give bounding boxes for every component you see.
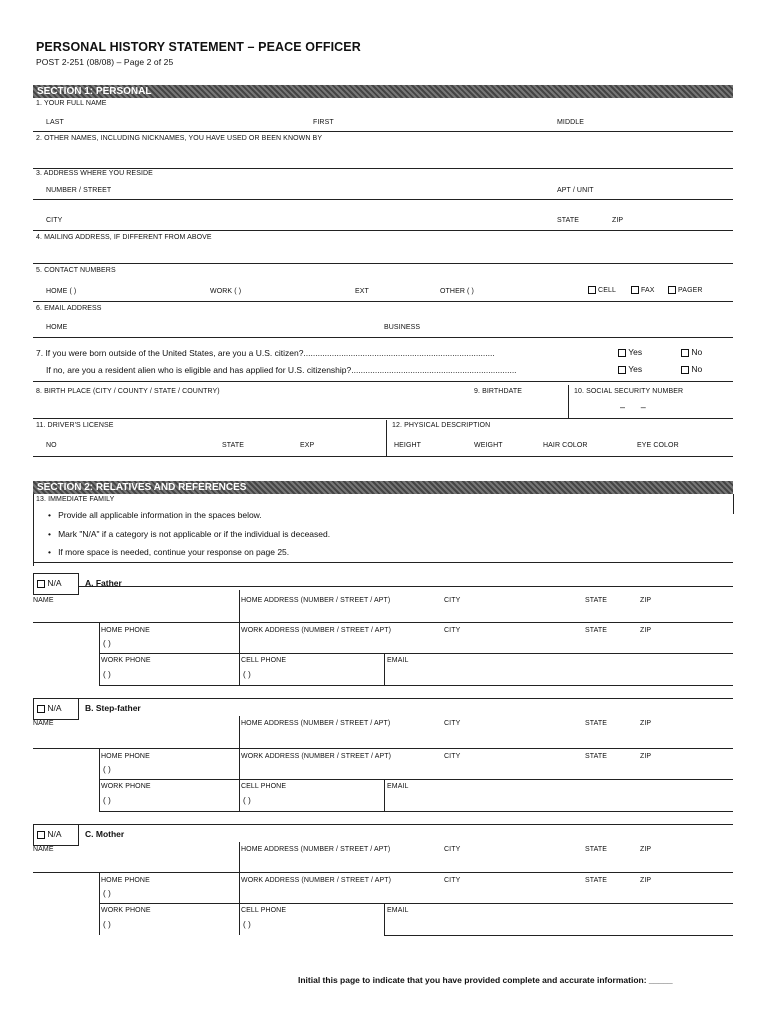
field-5-label: 5. CONTACT NUMBERS: [36, 267, 116, 274]
home-address-label-mother: HOME ADDRESS (NUMBER / STREET / APT): [241, 846, 391, 853]
email-line[interactable]: [33, 337, 733, 338]
license-exp-label: EXP: [300, 442, 315, 449]
state-label: STATE: [557, 217, 580, 224]
residence-city-line[interactable]: [33, 230, 733, 231]
work-phone-label-mother: WORK PHONE: [101, 907, 151, 914]
home-email-label: HOME: [46, 324, 68, 331]
pager-checkbox[interactable]: [668, 286, 676, 294]
block-mother-bottom-line: [384, 935, 733, 936]
yes-7a-label: Yes: [628, 347, 643, 357]
block-father-bottom-line: [99, 685, 733, 686]
no-7b-label: No: [691, 364, 703, 374]
cell-checkbox[interactable]: [588, 286, 596, 294]
bullet-2: • Mark "N/A" if a category is not applicable or if the individual is deceased.: [48, 529, 331, 539]
col-divider-c1-mother: [99, 873, 100, 935]
home-phone-paren-mother[interactable]: ( ): [103, 889, 111, 898]
other-phone-label: OTHER ( ): [440, 288, 474, 295]
field-10-label: 10. SOCIAL SECURITY NUMBER: [574, 388, 684, 395]
first-label: FIRST: [313, 119, 334, 126]
na-checkbox-mother[interactable]: [37, 831, 45, 839]
no-7a[interactable]: [681, 347, 702, 357]
section-2-right-border: [733, 494, 734, 514]
home-phone-label-mother: HOME PHONE: [101, 877, 150, 884]
other-names-line[interactable]: [33, 168, 733, 169]
work-city-label-mother: CITY: [444, 877, 461, 884]
relative-heading-stepfather: B. Step-father: [85, 703, 141, 713]
na-option-father[interactable]: [37, 578, 62, 588]
yes-7a-checkbox[interactable]: [618, 349, 626, 357]
state-label-father: STATE: [585, 597, 608, 604]
work-address-label-stepfather: WORK ADDRESS (NUMBER / STREET / APT): [241, 753, 392, 760]
state-label-stepfather: STATE: [585, 720, 608, 727]
city-label: CITY: [46, 217, 63, 224]
cell-phone-label-mother: CELL PHONE: [241, 907, 287, 914]
q7-line: [33, 381, 733, 382]
na-checkbox-stepfather[interactable]: [37, 705, 45, 713]
last-label: LAST: [46, 119, 64, 126]
field-3-label: 3. ADDRESS WHERE YOU RESIDE: [36, 170, 153, 177]
license-no-label: NO: [46, 442, 57, 449]
col-divider-a3-father: [384, 654, 385, 685]
pager-label: PAGER: [678, 286, 703, 294]
field-4-label: 4. MAILING ADDRESS, IF DIFFERENT FROM ABOVE: [36, 234, 212, 241]
col-divider-c3-mother: [384, 904, 385, 935]
field-6-label: 6. EMAIL ADDRESS: [36, 305, 102, 312]
section-2-bar: SECTION 2: RELATIVES AND REFERENCES: [33, 481, 733, 494]
na-checkbox-father[interactable]: [37, 580, 45, 588]
no-7b-checkbox[interactable]: [681, 366, 689, 374]
block-stepfather-top-line: [79, 698, 733, 699]
home-address-label-stepfather: HOME ADDRESS (NUMBER / STREET / APT): [241, 720, 391, 727]
pager-option[interactable]: [668, 286, 703, 294]
na-option-stepfather[interactable]: [37, 703, 62, 713]
hair-color-label: HAIR COLOR: [543, 442, 588, 449]
field-9-label: 9. BIRTHDATE: [474, 388, 523, 395]
na-label-mother: N/A: [47, 829, 62, 839]
col-divider-b2-stepfather: [239, 716, 240, 811]
work-state-label-stepfather: STATE: [585, 753, 608, 760]
yes-7b-label: Yes: [628, 364, 643, 374]
initial-statement[interactable]: Initial this page to indicate that you have provided complete and accurate information: _____: [298, 975, 673, 985]
email-label-stepfather: EMAIL: [387, 783, 409, 790]
col-divider-b3-stepfather: [384, 780, 385, 811]
work-phone-label-father: WORK PHONE: [101, 657, 151, 664]
page-title: [36, 40, 361, 54]
bullet-3: • If more space is needed, continue your response on page 25.: [48, 547, 290, 557]
cell-option[interactable]: [588, 286, 616, 294]
bullet-2-text: Mark "N/A" if a category is not applicable or if the individual is deceased.: [58, 529, 331, 539]
phone-line-mother[interactable]: [99, 903, 733, 904]
middle-label: MIDDLE: [557, 119, 585, 126]
block-stepfather-bottom-line: [99, 811, 733, 812]
question-7a: 7. If you were born outside of the United States, are you a U.S. citizen?.................................................................................: [36, 348, 495, 358]
home-phone-paren-stepfather[interactable]: ( ): [103, 765, 111, 774]
na-label-stepfather: N/A: [47, 703, 62, 713]
bullet-1-text: Provide all applicable information in the spaces below.: [58, 510, 262, 520]
field-8-label: 8. BIRTH PLACE (CITY / COUNTY / STATE / COUNTRY): [36, 388, 220, 395]
work-zip-label-mother: ZIP: [640, 877, 652, 884]
city-label-stepfather: CITY: [444, 720, 461, 727]
relative-heading-mother: C. Mother: [85, 829, 125, 839]
mailing-address-line[interactable]: [33, 263, 733, 264]
home-phone-label: HOME ( ): [46, 288, 77, 295]
cell-phone-label-stepfather: CELL PHONE: [241, 783, 287, 790]
relative-heading-father: A. Father: [85, 578, 122, 588]
work-address-label-father: WORK ADDRESS (NUMBER / STREET / APT): [241, 627, 392, 634]
name-label-father: NAME: [33, 597, 54, 604]
yes-7a[interactable]: [618, 347, 642, 357]
field-1-label: 1. YOUR FULL NAME: [36, 100, 107, 107]
section-1-bar: SECTION 1: PERSONAL: [33, 85, 733, 98]
name-line-father[interactable]: [33, 622, 733, 623]
work-phone-paren-stepfather[interactable]: ( ): [103, 796, 111, 805]
bullet-3-text: If more space is needed, continue your response on page 25.: [58, 547, 290, 557]
home-phone-paren-father[interactable]: ( ): [103, 639, 111, 648]
work-address-label-mother: WORK ADDRESS (NUMBER / STREET / APT): [241, 877, 392, 884]
ext-label: EXT: [355, 288, 369, 295]
na-option-mother[interactable]: [37, 829, 62, 839]
no-7a-checkbox[interactable]: [681, 349, 689, 357]
height-label: HEIGHT: [394, 442, 422, 449]
work-city-label-stepfather: CITY: [444, 753, 461, 760]
yes-7b-checkbox[interactable]: [618, 366, 626, 374]
work-phone-paren-father[interactable]: ( ): [103, 670, 111, 679]
license-line[interactable]: [33, 456, 733, 457]
fax-checkbox[interactable]: [631, 286, 639, 294]
divider-12: [386, 420, 387, 456]
question-7b: If no, are you a resident alien who is eligible and has applied for U.S. citizenship?......................................................................: [46, 365, 517, 375]
fax-label: FAX: [641, 286, 655, 294]
phone-line-father[interactable]: [99, 653, 733, 654]
ssn-dashes: – –: [620, 402, 646, 412]
work-phone-label-stepfather: WORK PHONE: [101, 783, 151, 790]
zip-label-mother: ZIP: [640, 846, 652, 853]
title-part-a: PERSONAL HISTORY STATEMENT –: [36, 40, 259, 54]
state-label-mother: STATE: [585, 846, 608, 853]
email-label-father: EMAIL: [387, 657, 409, 664]
zip-label: ZIP: [612, 217, 624, 224]
name-line-stepfather[interactable]: [33, 748, 733, 749]
col-divider-a2-father: [239, 590, 240, 685]
home-address-label-father: HOME ADDRESS (NUMBER / STREET / APT): [241, 597, 391, 604]
work-state-label-mother: STATE: [585, 877, 608, 884]
block-father-top-line: [79, 586, 733, 587]
bullets-bottom-line: [33, 562, 733, 563]
email-label-mother: EMAIL: [387, 907, 409, 914]
cell-phone-paren-father[interactable]: ( ): [243, 670, 251, 679]
residence-street-line[interactable]: [33, 199, 733, 200]
eye-color-label: EYE COLOR: [637, 442, 679, 449]
na-label-father: N/A: [47, 578, 62, 588]
cell-phone-label-father: CELL PHONE: [241, 657, 287, 664]
no-7a-label: No: [691, 347, 703, 357]
license-state-label: STATE: [222, 442, 245, 449]
no-7b[interactable]: [681, 364, 702, 374]
yes-7b[interactable]: [618, 364, 642, 374]
cell-label: CELL: [598, 286, 616, 294]
work-phone-label: WORK ( ): [210, 288, 242, 295]
col-divider-b1-stepfather: [99, 749, 100, 811]
phone-line-stepfather[interactable]: [99, 779, 733, 780]
field-2-label: 2. OTHER NAMES, INCLUDING NICKNAMES, YOU HAVE USED OR BEEN KNOWN BY: [36, 135, 323, 142]
home-phone-label-father: HOME PHONE: [101, 627, 150, 634]
birth-line[interactable]: [33, 418, 733, 419]
work-zip-label-father: ZIP: [640, 627, 652, 634]
zip-label-father: ZIP: [640, 597, 652, 604]
apt-label: APT / UNIT: [557, 187, 594, 194]
name-line-mother[interactable]: [33, 872, 733, 873]
field-13-label: 13. IMMEDIATE FAMILY: [36, 496, 115, 503]
business-email-label: BUSINESS: [384, 324, 421, 331]
col-divider-c2-mother: [239, 842, 240, 935]
city-label-father: CITY: [444, 597, 461, 604]
field-11-label: 11. DRIVER'S LICENSE: [36, 422, 114, 429]
divider-9: [568, 385, 569, 418]
work-phone-paren-mother[interactable]: ( ): [103, 920, 111, 929]
work-zip-label-stepfather: ZIP: [640, 753, 652, 760]
work-city-label-father: CITY: [444, 627, 461, 634]
zip-label-stepfather: ZIP: [640, 720, 652, 727]
name-label-stepfather: NAME: [33, 720, 54, 727]
section-2-left-border: [33, 494, 34, 566]
col-divider-a1-father: [99, 623, 100, 685]
fax-option[interactable]: [631, 286, 655, 294]
cell-phone-paren-mother[interactable]: ( ): [243, 920, 251, 929]
city-label-mother: CITY: [444, 846, 461, 853]
weight-label: WEIGHT: [474, 442, 503, 449]
cell-phone-paren-stepfather[interactable]: ( ): [243, 796, 251, 805]
title-part-b: PEACE OFFICER: [258, 40, 361, 54]
street-label: NUMBER / STREET: [46, 187, 112, 194]
home-phone-label-stepfather: HOME PHONE: [101, 753, 150, 760]
name-line[interactable]: [33, 131, 733, 132]
block-mother-top-line: [79, 824, 733, 825]
work-state-label-father: STATE: [585, 627, 608, 634]
contact-line[interactable]: [33, 301, 733, 302]
field-12-label: 12. PHYSICAL DESCRIPTION: [392, 422, 491, 429]
bullet-1: • Provide all applicable information in the spaces below.: [48, 510, 262, 520]
name-label-mother: NAME: [33, 846, 54, 853]
form-number: POST 2-251 (08/08) – Page 2 of 25: [36, 57, 174, 67]
